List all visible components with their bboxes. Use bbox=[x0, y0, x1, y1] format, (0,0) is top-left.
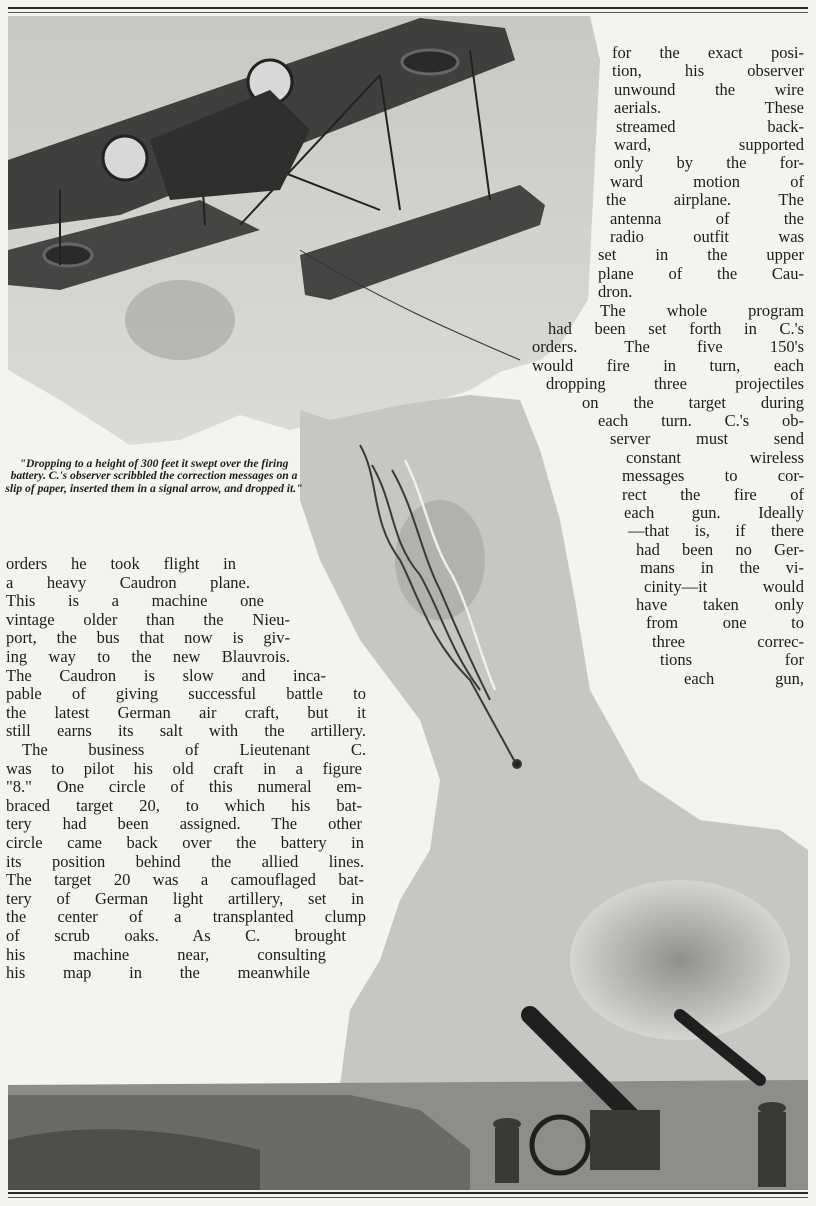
left-column-line: ing way to the new Blauvrois. bbox=[6, 647, 290, 666]
left-column-line: the latest German air craft, but it bbox=[6, 702, 366, 722]
left-column-line: The Caudron is slow and inca- bbox=[6, 665, 326, 685]
left-column-line: This is a machine one bbox=[6, 591, 264, 611]
left-column-line: The target 20 was a camouflaged bat- bbox=[6, 870, 364, 890]
right-column-line: tion, his observer bbox=[612, 61, 804, 81]
left-column-line: his machine near, consulting bbox=[6, 944, 326, 964]
right-column-line: ward motion of bbox=[610, 171, 804, 191]
left-column-line: a heavy Caudron plane. bbox=[6, 572, 250, 592]
right-column-line: dron. bbox=[598, 282, 633, 302]
right-column-line: server must send bbox=[610, 429, 804, 449]
right-column-line: —that is, if there bbox=[628, 521, 804, 541]
dark-smoke-3 bbox=[125, 280, 235, 360]
right-column-line: aerials. These bbox=[614, 98, 804, 118]
right-column-line: ward, supported bbox=[614, 135, 804, 154]
left-column-line: port, the bus that now is giv- bbox=[6, 628, 290, 648]
right-column-line: the airplane. The bbox=[606, 190, 804, 210]
right-column-line: for the exact posi- bbox=[612, 43, 804, 62]
left-column-line: vintage older than the Nieu- bbox=[6, 609, 290, 629]
left-column-line: tery of German light artillery, set in bbox=[6, 888, 364, 908]
right-column-line: from one to bbox=[646, 613, 804, 633]
left-column-line: tery had been assigned. The other bbox=[6, 814, 362, 834]
right-column-line: on the target during bbox=[582, 392, 804, 412]
left-column-line: orders he took flight in bbox=[6, 554, 236, 573]
right-column-line: radio outfit was bbox=[610, 227, 804, 246]
left-column-line: was to pilot his old craft in a figure bbox=[6, 758, 362, 778]
right-column-line: constant wireless bbox=[626, 447, 804, 467]
right-column-line: mans in the vi- bbox=[640, 558, 804, 578]
left-column-line: his map in the meanwhile bbox=[6, 963, 310, 983]
right-column-line: have taken only bbox=[636, 595, 804, 614]
left-column-line: still earns its salt with the artillery. bbox=[6, 721, 366, 741]
right-column-line: messages to cor- bbox=[622, 466, 804, 486]
right-column-line: would fire in turn, each bbox=[532, 355, 804, 375]
left-column-line: "8." One circle of this numeral em- bbox=[6, 777, 362, 797]
left-column-line: The business of Lieutenant C. bbox=[22, 740, 366, 759]
right-column-line: had been no Ger- bbox=[636, 539, 804, 559]
left-column-line: pable of giving successful battle to bbox=[6, 684, 366, 704]
right-column-line: each turn. C.'s ob- bbox=[598, 411, 804, 430]
right-column-line: dropping three projectiles bbox=[546, 374, 804, 394]
left-column-line: braced target 20, to which his bat- bbox=[6, 795, 362, 815]
right-column-line: three correc- bbox=[652, 631, 804, 651]
right-column-line: The whole program bbox=[600, 300, 804, 320]
right-column-line: streamed back- bbox=[616, 116, 804, 136]
right-column-line: only by the for- bbox=[614, 153, 804, 173]
right-column-line: had been set forth in C.'s bbox=[548, 319, 804, 338]
right-column-line: tions for bbox=[660, 650, 804, 670]
right-column-line: cinity—it would bbox=[644, 576, 804, 596]
left-column-line: of scrub oaks. As C. brought bbox=[6, 926, 346, 945]
right-column-line: set in the upper bbox=[598, 245, 804, 265]
right-column-line: plane of the Cau- bbox=[598, 263, 804, 283]
right-column-line: antenna of the bbox=[610, 208, 804, 228]
right-column-line: each gun. Ideally bbox=[624, 503, 804, 522]
left-column-line: its position behind the allied lines. bbox=[6, 851, 364, 871]
right-column-line: unwound the wire bbox=[614, 79, 804, 99]
right-column-line: rect the fire of bbox=[622, 484, 804, 504]
right-column-line: each gun, bbox=[684, 668, 804, 688]
illustration-caption: "Dropping to a height of 300 feet it swept over the firing battery. C.'s observer scribbled the correction messages on a slip of paper, inserted them in a signal arrow, and dropped it." bbox=[5, 457, 303, 495]
right-column-line: orders. The five 150's bbox=[532, 337, 804, 357]
left-column-line: the center of a transplanted clump bbox=[6, 907, 366, 927]
left-column-line: circle came back over the battery in bbox=[6, 833, 364, 852]
